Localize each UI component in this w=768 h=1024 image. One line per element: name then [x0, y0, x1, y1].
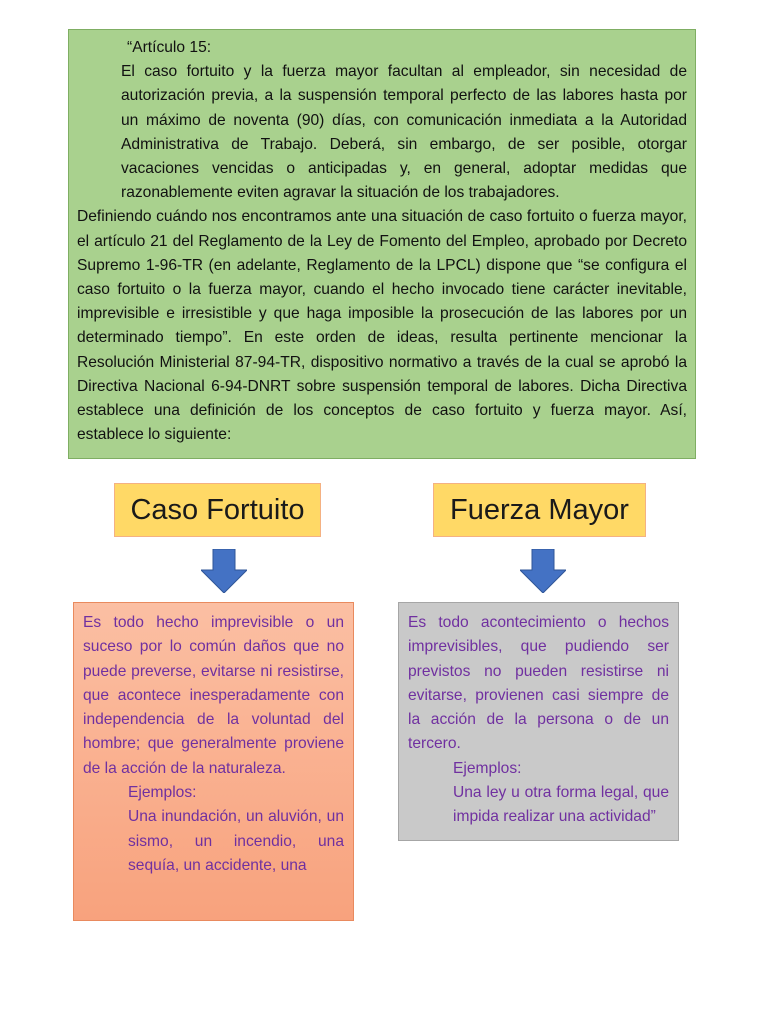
- down-arrow-icon: [520, 549, 566, 593]
- intro-text-box: [68, 29, 696, 459]
- fuerza-mayor-label: Fuerza Mayor: [433, 483, 646, 537]
- down-arrow-icon: [201, 549, 247, 593]
- fuerza-mayor-definition-box: [398, 602, 679, 841]
- quote-body: El caso fortuito y la fuerza mayor facultan al empleador, sin necesidad de autorización previa, a la suspensión temporal perfecto de las labores hasta por un máximo de noventa (90) días, con comunicación inmediata a la Autoridad Administrativa de Trabajo. Deberá, sin embargo, de ser posible, otorgar vacaciones vencidas o anticipadas y, en general, adoptar medidas que razonablemente eviten agravar la situación de los trabajadores.: [121, 63, 687, 202]
- caso-fortuito-examples: Una inundación, un aluvión, un sismo, un incendio, una sequía, un accidente, una: [128, 808, 344, 874]
- fuerza-mayor-examples: Una ley u otra forma legal, que impida realizar una actividad”: [453, 784, 669, 826]
- caso-fortuito-definition: Es todo hecho imprevisible o un suceso por lo común daños que no puede preverse, evitarse ni resistirse, que acontece inesperadamente con independencia de la voluntad del hombre; que generalmente proviene de la acción de la naturaleza.: [83, 614, 344, 777]
- quote-heading: “Artículo 15:: [127, 39, 212, 56]
- caso-fortuito-label: Caso Fortuito: [114, 483, 321, 537]
- caso-fortuito-definition-box: [73, 602, 354, 921]
- intro-paragraph: Definiendo cuándo nos encontramos ante una situación de caso fortuito o fuerza mayor, el artículo 21 del Reglamento de la Ley de Fomento del Empleo, aprobado por Decreto Supremo 1-96-TR (en adelante, Reglamento de la LPCL) dispone que “se configura el caso fortuito o la fuerza mayor, cuando el hecho invocado tiene carácter inevitable, imprevisible e irresistible y que haga imposible la prosecución de las labores por un determinado tiempo”. En este orden de ideas, resulta pertinente mencionar la Resolución Ministerial 87-94-TR, dispositivo normativo a través de la cual se aprobó la Directiva Nacional 6-94-DNRT sobre suspensión temporal de labores. Dicha Directiva establece una definición de los conceptos de caso fortuito y fuerza mayor. Así, establece lo siguiente:: [77, 208, 687, 444]
- fuerza-mayor-definition: Es todo acontecimiento o hechos imprevisibles, que pudiendo ser previstos no pueden resistirse ni evitarse, provienen casi siempre de la acción de la persona o de un tercero.: [408, 614, 669, 753]
- fuerza-mayor-examples-heading: Ejemplos:: [453, 759, 522, 777]
- caso-fortuito-examples-heading: Ejemplos:: [128, 784, 197, 802]
